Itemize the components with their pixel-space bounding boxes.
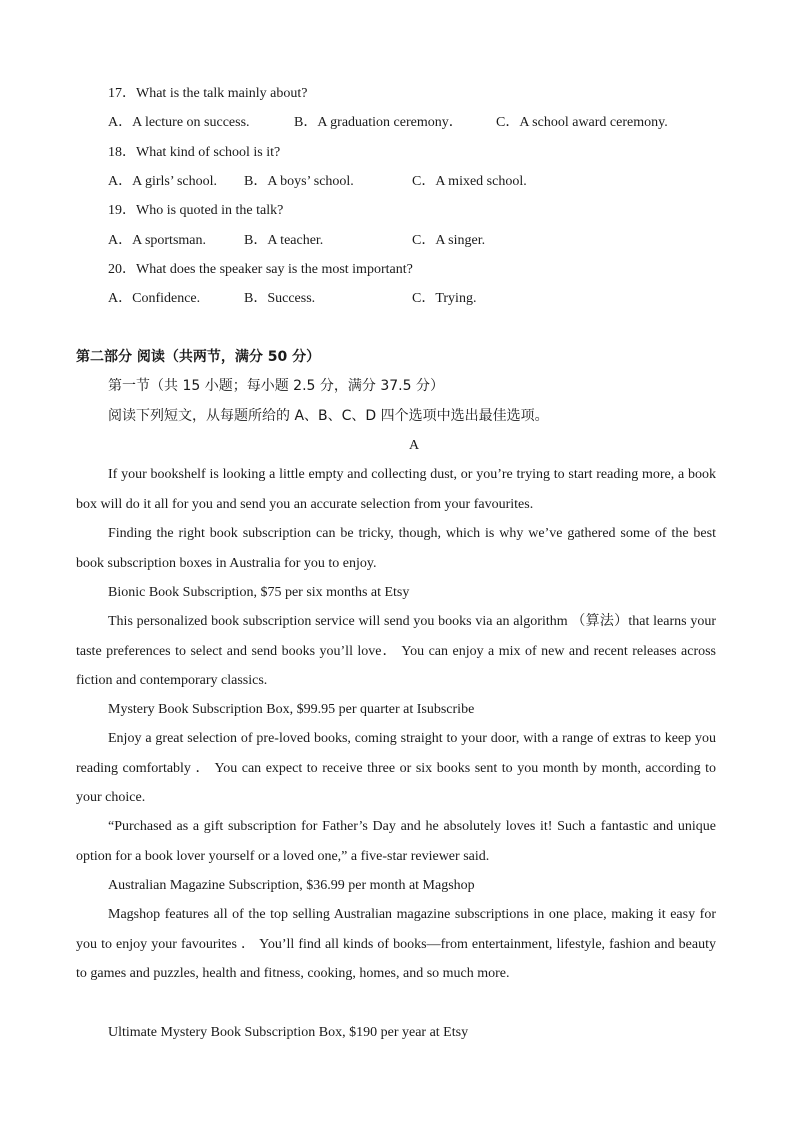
- part2-heading: 第二部分 阅读（共两节，满分 50 分）: [76, 349, 321, 365]
- passage-label: A: [408, 438, 420, 453]
- product-title: Australian Magazine Subscription, $36.99 per month at Magshop: [108, 878, 475, 893]
- reading-instruction: 阅读下列短文，从每题所给的 A、B、C、D 四个选项中选出最佳选项。: [108, 408, 549, 424]
- option-c: C．Trying.: [412, 291, 477, 306]
- product-title: Ultimate Mystery Book Subscription Box, $190 per year at Etsy: [108, 1025, 469, 1040]
- passage-paragraph: Finding the right book subscription can be tricky, though, which is why we’ve gathered some of the best book subscription boxes in Australia for you to enjoy.: [76, 526, 716, 571]
- question-20-stem: 20．What does the speaker say is the most important?: [108, 262, 413, 277]
- passage-paragraph: “Purchased as a gift subscription for Father’s Day and he absolutely loves it! Such a fantastic and unique option for a book lover yourself or a loved one,” a five-star reviewer said.: [76, 819, 716, 864]
- product-title: Mystery Book Subscription Box, $99.95 per quarter at Isubscribe: [108, 702, 475, 717]
- question-19-stem: 19．Who is quoted in the talk?: [108, 203, 284, 218]
- option-a: A．Confidence.: [108, 291, 201, 306]
- option-c: C．A school award ceremony.: [496, 115, 668, 130]
- product-title: Bionic Book Subscription, $75 per six months at Etsy: [108, 585, 410, 600]
- section1-heading: 第一节（共 15 小题；每小题 2.5 分，满分 37.5 分）: [108, 378, 444, 394]
- option-a: A．A sportsman.: [108, 233, 206, 248]
- passage-paragraph: This personalized book subscription service will send you books via an algorithm （算法）that learns your taste preferences to select and send books you’ll love． You can enjoy a mix of new and recent releases across fiction and contemporary classics.: [76, 614, 716, 688]
- passage-paragraph: Magshop features all of the top selling Australian magazine subscriptions in one place, making it easy for you to enjoy your favourites ． You’ll find all kinds of books—from entertainment, lifestyle, fashion and beauty to games and puzzles, health and fitness, cooking, homes, and so much more.: [76, 907, 716, 981]
- option-c: C．A mixed school.: [412, 174, 527, 189]
- option-a: A．A girls’ school.: [108, 174, 218, 189]
- option-b: B．A teacher.: [244, 233, 324, 248]
- question-18-stem: 18．What kind of school is it?: [108, 145, 281, 160]
- option-c: C．A singer.: [412, 233, 486, 248]
- option-b: B．Success.: [244, 291, 316, 306]
- option-a: A．A lecture on success.: [108, 115, 250, 130]
- question-17-stem: 17．What is the talk mainly about?: [108, 86, 308, 101]
- passage-paragraph: Enjoy a great selection of pre-loved books, coming straight to your door, with a range of extras to keep you reading comfortably ． You can expect to receive three or six books sent to you month by month, according to your choice.: [76, 731, 716, 805]
- option-b: B．A boys’ school.: [244, 174, 354, 189]
- passage-paragraph: If your bookshelf is looking a little empty and collecting dust, or you’re trying to start reading more, a book box will do it all for you and send you an accurate selection from your favourites.: [76, 467, 716, 512]
- option-b: B．A graduation ceremony．: [294, 115, 463, 130]
